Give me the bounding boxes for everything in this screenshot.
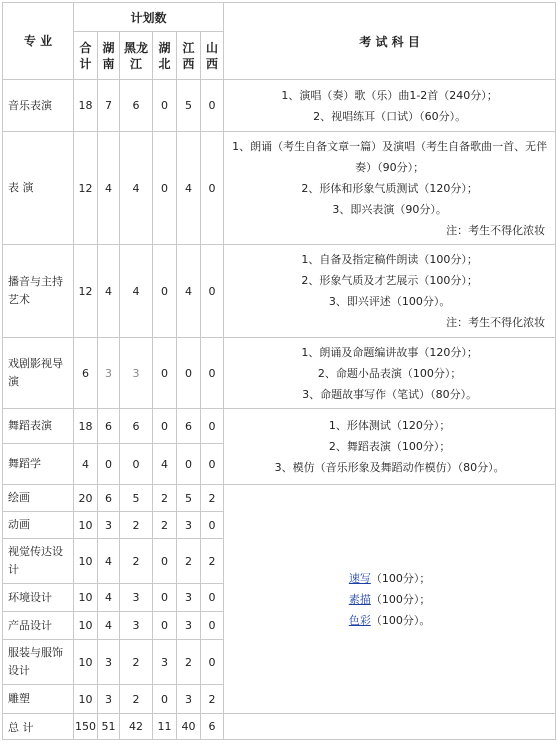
num-cell: 4 [98, 612, 120, 640]
num-cell: 2 [120, 512, 153, 539]
num-cell: 18 [74, 409, 98, 444]
exam-score: （100分）； [370, 571, 431, 585]
num-cell: 6 [98, 485, 120, 512]
num-cell: 6 [120, 409, 153, 444]
header-exam: 考 试 科 目 [224, 3, 556, 80]
num-cell: 3 [120, 338, 153, 409]
major-cell: 戏剧影视导演 [3, 338, 74, 409]
num-cell: 4 [153, 444, 177, 485]
num-cell: 20 [74, 485, 98, 512]
num-cell: 3 [98, 338, 120, 409]
num-cell: 4 [177, 245, 201, 338]
num-cell: 3 [177, 512, 201, 539]
num-cell: 3 [153, 640, 177, 685]
num-cell: 0 [153, 409, 177, 444]
num-cell: 4 [98, 539, 120, 584]
exam-line [224, 589, 555, 610]
num-cell: 3 [98, 512, 120, 539]
num-cell: 0 [153, 584, 177, 612]
exam-acting [224, 132, 556, 245]
header-major: 专 业 [3, 3, 74, 80]
num-cell: 2 [201, 685, 224, 714]
num-cell: 40 [177, 714, 201, 740]
num-cell: 2 [120, 685, 153, 714]
enrollment-plan-table [2, 2, 556, 740]
total-label: 总 计 [3, 714, 74, 740]
major-cell: 雕塑 [3, 685, 74, 714]
exam-line: 3、命题故事写作（笔试）（80分）。 [302, 387, 478, 401]
exam-line: 2、舞蹈表演（100分）； [328, 440, 451, 453]
table-row [3, 338, 556, 409]
num-cell: 10 [74, 640, 98, 685]
num-cell: 0 [177, 444, 201, 485]
table-row [3, 409, 556, 444]
table-row-total [3, 714, 556, 740]
num-cell: 0 [201, 444, 224, 485]
num-cell: 0 [201, 612, 224, 640]
num-cell: 3 [120, 584, 153, 612]
exam-line: 1、形体测试（120分）； [328, 419, 451, 432]
table-row [3, 485, 556, 512]
header-col-heilongjiang: 黑龙 江 [120, 32, 153, 80]
exam-line: 3、模仿（音乐形象及舞蹈动作模仿）（80分）。 [274, 461, 505, 474]
num-cell: 2 [201, 539, 224, 584]
num-cell: 6 [120, 80, 153, 132]
header-col-hubei: 湖 北 [153, 32, 177, 80]
header-plan: 计划数 [74, 3, 224, 32]
exam-score: （100分）。 [370, 613, 431, 627]
num-cell: 2 [177, 539, 201, 584]
num-cell: 12 [74, 245, 98, 338]
table-row [3, 245, 556, 338]
num-cell: 6 [98, 409, 120, 444]
num-cell: 4 [74, 444, 98, 485]
num-cell: 6 [177, 409, 201, 444]
num-cell: 150 [74, 714, 98, 740]
num-cell: 3 [177, 685, 201, 714]
exam-art [224, 485, 556, 714]
major-cell: 音乐表演 [3, 80, 74, 132]
exam-line: 2、命题小品表演（100分）； [317, 366, 462, 380]
exam-dance [224, 409, 556, 485]
major-cell: 视觉传达设计 [3, 539, 74, 584]
link-color[interactable]: 色彩 [348, 613, 371, 627]
num-cell: 0 [153, 338, 177, 409]
num-cell: 2 [177, 640, 201, 685]
num-cell: 4 [177, 132, 201, 245]
num-cell: 4 [98, 245, 120, 338]
num-cell: 0 [120, 444, 153, 485]
num-cell: 2 [201, 485, 224, 512]
num-cell: 6 [201, 714, 224, 740]
header-col-jiangxi: 江 西 [177, 32, 201, 80]
num-cell: 0 [201, 245, 224, 338]
link-sketch[interactable]: 速写 [348, 571, 371, 585]
num-cell: 0 [153, 132, 177, 245]
exam-line: 1、朗诵（考生自备文章一篇）及演唱（考生自备歌曲一首、无伴奏）（90分）； [232, 139, 548, 174]
num-cell: 0 [153, 539, 177, 584]
exam-line: 2、视唱练耳（口试）（60分）。 [313, 109, 467, 123]
major-cell: 绘画 [3, 485, 74, 512]
major-cell: 播音与主持艺术 [3, 245, 74, 338]
num-cell: 4 [120, 132, 153, 245]
exam-score: （100分）； [370, 592, 431, 606]
num-cell: 0 [201, 640, 224, 685]
num-cell: 11 [153, 714, 177, 740]
exam-line: 2、形体和形象气质测试（120分）； [301, 181, 478, 195]
num-cell: 0 [201, 80, 224, 132]
major-cell: 动画 [3, 512, 74, 539]
num-cell: 5 [177, 80, 201, 132]
num-cell: 5 [120, 485, 153, 512]
num-cell: 0 [201, 132, 224, 245]
num-cell: 2 [120, 539, 153, 584]
major-cell: 表 演 [3, 132, 74, 245]
num-cell: 10 [74, 584, 98, 612]
num-cell: 0 [201, 338, 224, 409]
exam-music [224, 80, 556, 132]
num-cell: 42 [120, 714, 153, 740]
num-cell: 3 [98, 640, 120, 685]
num-cell: 10 [74, 685, 98, 714]
num-cell: 18 [74, 80, 98, 132]
link-drawing[interactable]: 素描 [348, 592, 371, 606]
header-col-hunan: 湖 南 [98, 32, 120, 80]
exam-line: 2、形象气质及才艺展示（100分）； [301, 274, 478, 287]
num-cell: 51 [98, 714, 120, 740]
num-cell: 10 [74, 512, 98, 539]
num-cell: 4 [120, 245, 153, 338]
num-cell: 0 [201, 409, 224, 444]
num-cell: 10 [74, 539, 98, 584]
table-row [3, 80, 556, 132]
num-cell: 0 [201, 584, 224, 612]
exam-directing [224, 338, 556, 409]
exam-line: 1、朗诵及命题编讲故事（120分）； [301, 345, 478, 359]
num-cell: 3 [98, 685, 120, 714]
num-cell: 4 [98, 584, 120, 612]
num-cell: 0 [153, 245, 177, 338]
num-cell: 3 [120, 612, 153, 640]
exam-note: 注：考生不得化浓妆 [446, 223, 546, 237]
major-cell: 环境设计 [3, 584, 74, 612]
exam-broadcast [224, 245, 556, 338]
major-cell: 舞蹈学 [3, 444, 74, 485]
major-cell: 产品设计 [3, 612, 74, 640]
header-col-total: 合 计 [74, 32, 98, 80]
num-cell: 0 [201, 512, 224, 539]
num-cell: 0 [153, 612, 177, 640]
num-cell: 2 [153, 485, 177, 512]
major-cell: 服装与服饰设计 [3, 640, 74, 685]
num-cell: 2 [153, 512, 177, 539]
exam-line: 1、自备及指定稿件朗读（100分）； [301, 253, 478, 266]
exam-line: 1、演唱（奏）歌（乐）曲1-2首（240分）； [281, 88, 498, 102]
num-cell: 3 [177, 584, 201, 612]
num-cell: 6 [74, 338, 98, 409]
num-cell: 0 [153, 685, 177, 714]
table-row [3, 132, 556, 245]
exam-line: 3、即兴评述（100分）。 [328, 295, 451, 308]
major-cell: 舞蹈表演 [3, 409, 74, 444]
header-col-shanxi: 山 西 [201, 32, 224, 80]
num-cell: 12 [74, 132, 98, 245]
num-cell: 10 [74, 612, 98, 640]
num-cell: 0 [177, 338, 201, 409]
num-cell: 3 [177, 612, 201, 640]
exam-line [224, 568, 555, 589]
num-cell: 7 [98, 80, 120, 132]
num-cell: 0 [153, 80, 177, 132]
num-cell: 4 [98, 132, 120, 245]
num-cell: 5 [177, 485, 201, 512]
empty-cell [224, 714, 556, 740]
num-cell: 2 [120, 640, 153, 685]
exam-line [224, 610, 555, 631]
num-cell: 0 [98, 444, 120, 485]
exam-note: 注：考生不得化浓妆 [446, 316, 546, 329]
exam-line: 3、即兴表演（90分）。 [332, 202, 447, 216]
